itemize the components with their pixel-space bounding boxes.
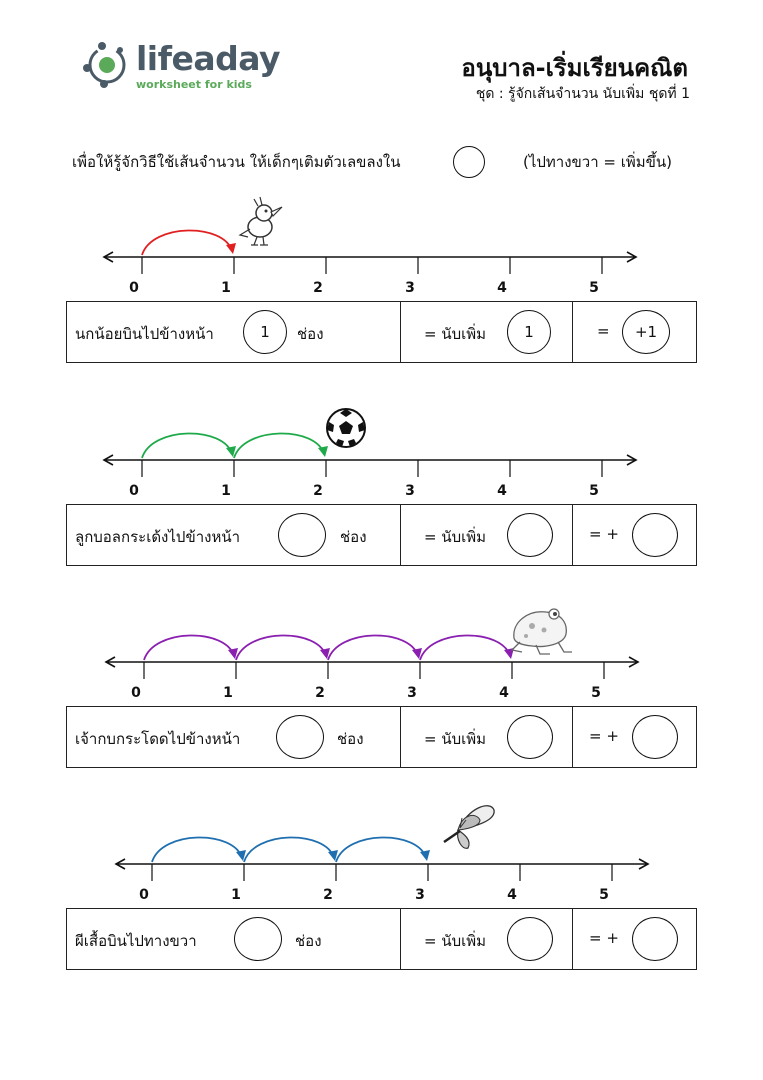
tick-label: 3 [415,887,425,903]
equals-label: = + [589,727,619,745]
page-title: อนุบาล-เริ่มเรียนคณิต [461,54,688,82]
answer-circle-example [453,146,485,178]
answer-plus-field[interactable] [632,715,678,759]
tick-label: 4 [499,685,509,701]
hop-arrow [144,635,234,660]
count-label: = นับเพิ่ม [424,325,487,343]
problem-sentence: ผีเสื้อบินไปทางขวา [75,932,197,950]
answer-plus-field[interactable] [632,917,678,961]
answer-count-field[interactable] [507,917,553,961]
answer-hops-field[interactable] [276,715,324,759]
answer-row-3 [66,706,697,768]
tick-label: 0 [129,483,139,499]
hop-arrow [142,230,232,255]
tick-label: 5 [589,280,599,296]
tick-label: 0 [139,887,149,903]
number-line-1 [0,200,763,310]
answer-count-field[interactable]: 1 [507,310,551,354]
tick-label: 1 [223,685,233,701]
tick-label: 1 [231,887,241,903]
hop-arrowhead [226,243,236,254]
unit-label: ช่อง [340,528,367,546]
tick-label: 4 [497,483,507,499]
answer-hops-field[interactable] [278,513,326,557]
hop-arrowhead [318,446,328,457]
logo-tagline: worksheet for kids [136,78,252,91]
instruction-note: (ไปทางขวา = เพิ่มขึ้น) [523,153,673,171]
answer-row-2 [66,504,697,566]
number-line-2 [0,403,763,513]
hop-arrow [142,433,232,458]
answer-plus-field[interactable] [632,513,678,557]
tick-label: 4 [507,887,517,903]
tick-label: 3 [405,280,415,296]
logo-text [136,39,281,78]
count-label: = นับเพิ่ม [424,932,487,950]
hop-arrow [420,635,510,660]
equals-label: = + [589,525,619,543]
unit-label: ช่อง [295,932,322,950]
tick-label: 5 [599,887,609,903]
tick-label: 1 [221,483,231,499]
unit-label: ช่อง [337,730,364,748]
tick-label: 5 [591,685,601,701]
answer-hops-field[interactable] [234,917,282,961]
unit-label: ช่อง [297,325,324,343]
answer-row-1 [66,301,697,363]
tick-label: 2 [313,280,323,296]
count-label: = นับเพิ่ม [424,528,487,546]
count-label: = นับเพิ่ม [424,730,487,748]
tick-label: 1 [221,280,231,296]
problem-sentence: ลูกบอลกระเด้งไปข้างหน้า [75,528,241,546]
answer-plus-field[interactable]: +1 [622,310,670,354]
tick-label: 5 [589,483,599,499]
equals-label: = [597,322,610,340]
page-subtitle: ชุด : รู้จักเส้นจำนวน นับเพิ่ม ชุดที่ 1 [475,86,690,102]
bird-icon [240,197,282,245]
logo-icon [82,40,132,90]
tick-label: 3 [405,483,415,499]
tick-label: 0 [129,280,139,296]
frog-icon [512,609,572,654]
answer-count-field[interactable] [507,715,553,759]
tick-label: 2 [313,483,323,499]
hop-arrowhead [420,850,430,861]
answer-hops-field[interactable]: 1 [243,310,287,354]
equals-label: = + [589,929,619,947]
tick-label: 2 [315,685,325,701]
tick-label: 2 [323,887,333,903]
hop-arrow [336,837,426,862]
problem-sentence: นกน้อยบินไปข้างหน้า [75,325,214,343]
problem-sentence: เจ้ากบกระโดดไปข้างหน้า [75,730,241,748]
hop-arrow [244,837,334,862]
instruction-text: เพื่อให้รู้จักวิธีใช้เส้นจำนวน ให้เด็กๆเติมตัวเลขลงใน [72,153,401,171]
tick-label: 4 [497,280,507,296]
tick-label: 0 [131,685,141,701]
butterfly-icon [444,806,494,849]
hop-arrow [236,635,326,660]
number-line-3 [0,605,763,715]
soccer-ball-icon [327,409,365,447]
logo-wordmark: lifeaday [136,39,281,78]
hop-arrow [328,635,418,660]
answer-row-4 [66,908,697,970]
tick-label: 3 [407,685,417,701]
answer-count-field[interactable] [507,513,553,557]
number-line-4 [0,807,763,917]
hop-arrow [234,433,324,458]
hop-arrow [152,837,242,862]
